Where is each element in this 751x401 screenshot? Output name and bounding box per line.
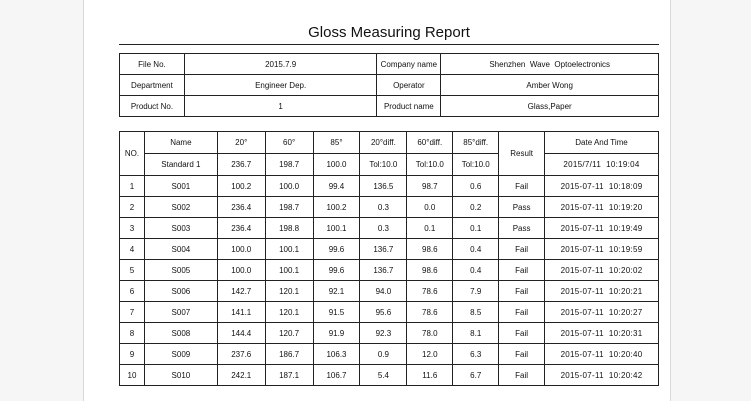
table-row [120,260,659,281]
result-cell: Fail [499,344,545,365]
gloss-85: 99.4 [313,176,360,197]
diff-85: 0.4 [453,260,499,281]
product-name-label: Product name [377,96,441,117]
result-cell: Fail [499,281,545,302]
gloss-20: 144.4 [217,323,265,344]
row-no: 3 [120,218,145,239]
diff-20: 0.3 [360,197,407,218]
product-name-value: Glass,Paper [441,96,659,117]
operator-label: Operator [377,75,441,96]
diff-20: 0.9 [360,344,407,365]
gloss-60: 187.1 [265,365,313,386]
diff-85: 6.3 [453,344,499,365]
gloss-20: 100.2 [217,176,265,197]
datetime-cell: 2015-07-11 10:20:21 [545,281,659,302]
diff-20: 136.7 [360,260,407,281]
diff-20: 136.7 [360,239,407,260]
gloss-60: 198.7 [265,197,313,218]
report-info-table [119,53,659,117]
datetime-cell: 2015-07-11 10:20:31 [545,323,659,344]
diff-85: 8.1 [453,323,499,344]
header-row [120,132,659,154]
col-no-header: NO. [120,132,145,176]
datetime-cell: 2015-07-11 10:20:42 [545,365,659,386]
diff-60: 12.0 [407,344,453,365]
company-name-label: Company name [377,54,441,75]
row-no: 2 [120,197,145,218]
result-cell: Fail [499,176,545,197]
gloss-20: 100.0 [217,239,265,260]
result-cell: Fail [499,365,545,386]
table-row [120,365,659,386]
sample-name: S003 [144,218,217,239]
sample-name: S005 [144,260,217,281]
product-no-value: 1 [184,96,376,117]
diff-60: 98.7 [407,176,453,197]
col-60diff-header: 60°diff. [407,132,453,154]
gloss-60: 100.1 [265,260,313,281]
diff-85: 0.1 [453,218,499,239]
gloss-20: 141.1 [217,302,265,323]
standard-20: 236.7 [217,154,265,176]
gloss-20: 236.4 [217,218,265,239]
table-row [120,323,659,344]
row-no: 4 [120,239,145,260]
diff-20: 95.6 [360,302,407,323]
diff-60: 98.6 [407,239,453,260]
datetime-cell: 2015-07-11 10:19:49 [545,218,659,239]
gloss-20: 100.0 [217,260,265,281]
standard-datetime: 2015/7/11 10:19:04 [545,154,659,176]
gloss-60: 186.7 [265,344,313,365]
diff-85: 8.5 [453,302,499,323]
diff-85: 6.7 [453,365,499,386]
col-60-header: 60° [265,132,313,154]
standard-name: Standard 1 [144,154,217,176]
diff-85: 0.6 [453,176,499,197]
gloss-85: 92.1 [313,281,360,302]
result-cell: Fail [499,239,545,260]
diff-20: 5.4 [360,365,407,386]
sample-name: S001 [144,176,217,197]
report-title: Gloss Measuring Report [308,24,470,41]
col-20-header: 20° [217,132,265,154]
table-row [120,218,659,239]
standard-tol-85: Tol:10.0 [453,154,499,176]
gloss-60: 100.0 [265,176,313,197]
row-no: 6 [120,281,145,302]
standard-tol-20: Tol:10.0 [360,154,407,176]
company-name-value: Shenzhen Wave Optoelectronics [441,54,659,75]
gloss-85: 106.7 [313,365,360,386]
gloss-20: 242.1 [217,365,265,386]
gloss-20: 142.7 [217,281,265,302]
standard-tol-60: Tol:10.0 [407,154,453,176]
gloss-85: 91.5 [313,302,360,323]
col-name-header: Name [144,132,217,154]
table-row [120,239,659,260]
file-no-value: 2015.7.9 [184,54,376,75]
row-no: 5 [120,260,145,281]
title-divider [119,44,659,45]
diff-20: 92.3 [360,323,407,344]
gloss-85: 91.9 [313,323,360,344]
row-no: 9 [120,344,145,365]
operator-value: Amber Wong [441,75,659,96]
gloss-85: 100.2 [313,197,360,218]
sample-name: S008 [144,323,217,344]
sample-name: S007 [144,302,217,323]
gloss-85: 99.6 [313,239,360,260]
row-no: 7 [120,302,145,323]
result-cell: Fail [499,323,545,344]
sample-name: S004 [144,239,217,260]
sample-name: S006 [144,281,217,302]
gloss-85: 99.6 [313,260,360,281]
datetime-cell: 2015-07-11 10:19:20 [545,197,659,218]
gloss-20: 236.4 [217,197,265,218]
col-85diff-header: 85°diff. [453,132,499,154]
result-cell: Pass [499,197,545,218]
sample-name: S009 [144,344,217,365]
diff-60: 98.6 [407,260,453,281]
datetime-cell: 2015-07-11 10:20:02 [545,260,659,281]
gloss-60: 120.1 [265,281,313,302]
table-row [120,302,659,323]
report-page [83,0,671,401]
gloss-85: 106.3 [313,344,360,365]
gloss-85: 100.1 [313,218,360,239]
product-no-label: Product No. [120,96,185,117]
gloss-60: 120.1 [265,302,313,323]
diff-85: 0.2 [453,197,499,218]
gloss-60: 120.7 [265,323,313,344]
datetime-cell: 2015-07-11 10:18:09 [545,176,659,197]
datetime-cell: 2015-07-11 10:20:40 [545,344,659,365]
standard-row [120,154,659,176]
table-row [120,281,659,302]
diff-85: 7.9 [453,281,499,302]
diff-20: 136.5 [360,176,407,197]
sample-name: S002 [144,197,217,218]
standard-85: 100.0 [313,154,360,176]
row-no: 1 [120,176,145,197]
sample-name: S010 [144,365,217,386]
datetime-cell: 2015-07-11 10:19:59 [545,239,659,260]
col-result-header: Result [499,132,545,176]
diff-20: 94.0 [360,281,407,302]
diff-60: 78.6 [407,302,453,323]
col-datetime-header: Date And Time [545,132,659,154]
measurement-table [119,131,659,386]
result-cell: Fail [499,260,545,281]
gloss-60: 100.1 [265,239,313,260]
gloss-20: 237.6 [217,344,265,365]
department-label: Department [120,75,185,96]
table-row [120,176,659,197]
col-85-header: 85° [313,132,360,154]
result-cell: Fail [499,302,545,323]
table-row [120,197,659,218]
row-no: 8 [120,323,145,344]
table-row [120,344,659,365]
info-row-file [120,54,659,75]
standard-60: 198.7 [265,154,313,176]
info-row-product [120,96,659,117]
gloss-60: 198.8 [265,218,313,239]
info-row-department [120,75,659,96]
diff-60: 0.0 [407,197,453,218]
result-cell: Pass [499,218,545,239]
diff-60: 11.6 [407,365,453,386]
col-20diff-header: 20°diff. [360,132,407,154]
file-no-label: File No. [120,54,185,75]
datetime-cell: 2015-07-11 10:20:27 [545,302,659,323]
department-value: Engineer Dep. [184,75,376,96]
diff-60: 78.6 [407,281,453,302]
diff-85: 0.4 [453,239,499,260]
diff-60: 0.1 [407,218,453,239]
diff-20: 0.3 [360,218,407,239]
diff-60: 78.0 [407,323,453,344]
row-no: 10 [120,365,145,386]
